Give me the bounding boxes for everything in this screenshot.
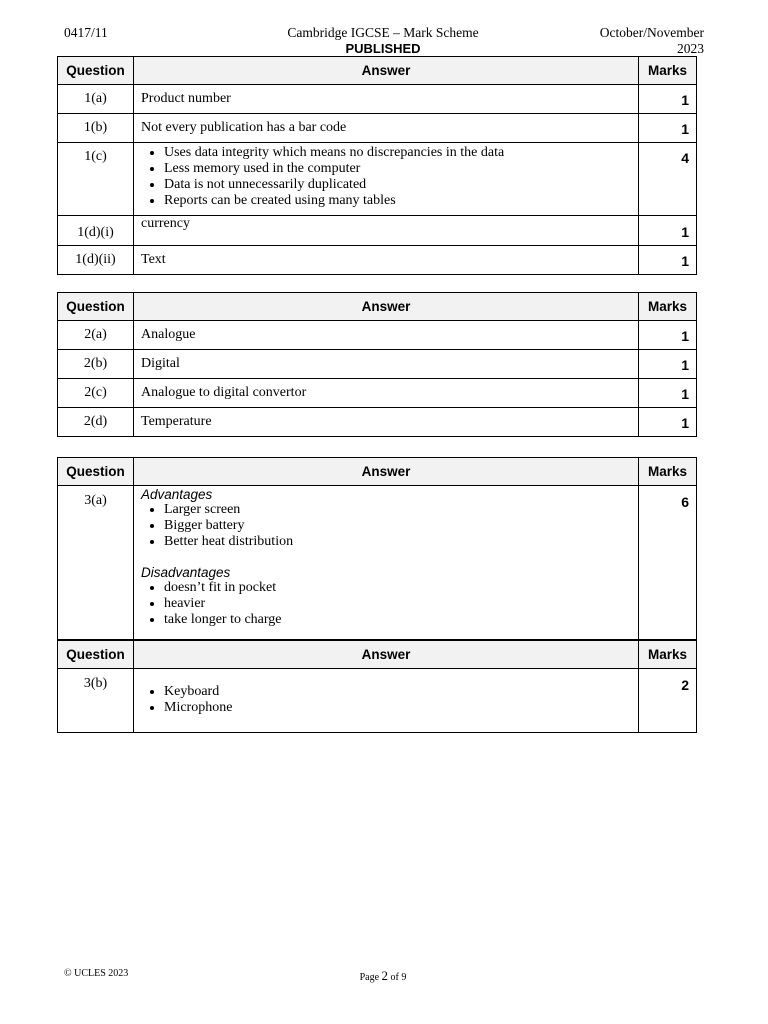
marks-value: 1 <box>639 350 697 379</box>
question-col-header: Question <box>58 293 134 321</box>
answer-text: Text <box>134 246 639 275</box>
page-total: of 9 <box>390 972 407 983</box>
answer-text: currency <box>134 216 639 246</box>
answer-col-header: Answer <box>134 458 639 486</box>
page-current: 2 <box>381 968 389 983</box>
question-number: 1(d)(i) <box>58 216 134 246</box>
marks-value: 1 <box>639 321 697 350</box>
list-item: • Bigger battery <box>164 518 632 534</box>
table-header-row <box>58 293 697 321</box>
marks-col-header: Marks <box>639 293 697 321</box>
answer-text: Temperature <box>134 408 639 437</box>
list-item: • Larger screen <box>164 502 632 518</box>
question-col-header: Question <box>58 640 134 669</box>
table-row <box>58 216 697 246</box>
question-number: 1(b) <box>58 114 134 143</box>
marks-value: 2 <box>639 669 697 733</box>
exam-session <box>544 25 704 57</box>
table-row <box>58 321 697 350</box>
marks-col-header: Marks <box>639 458 697 486</box>
table-header-row <box>58 57 697 85</box>
table-row <box>58 669 697 733</box>
question-number: 3(a) <box>58 486 134 641</box>
table-row <box>58 143 697 216</box>
marks-value: 1 <box>639 408 697 437</box>
list-item: • Reports can be created using many tables <box>164 193 632 209</box>
page-number <box>300 968 466 984</box>
mark-table-q1 <box>57 56 697 275</box>
session-year: 2023 <box>677 41 704 56</box>
answer-bullet-list <box>141 145 632 209</box>
answer-text: Product number <box>134 85 639 114</box>
table-row <box>58 408 697 437</box>
disadvantages-list <box>141 580 632 628</box>
question-number: 2(d) <box>58 408 134 437</box>
list-item: • Uses data integrity which means no discrepancies in the data <box>164 145 632 161</box>
title-text: Cambridge IGCSE – Mark Scheme <box>287 25 479 40</box>
answer-col-header: Answer <box>134 57 639 85</box>
table-header-row <box>58 640 697 669</box>
marks-col-header: Marks <box>639 640 697 669</box>
marks-col-header: Marks <box>639 57 697 85</box>
question-number: 1(d)(ii) <box>58 246 134 275</box>
answer-col-header: Answer <box>134 293 639 321</box>
copyright-notice: © UCLES 2023 <box>64 968 129 979</box>
answer-cell <box>134 143 639 216</box>
mark-table-q3 <box>57 457 697 733</box>
marks-value: 1 <box>639 379 697 408</box>
table-row <box>58 486 697 641</box>
list-item: • Microphone <box>164 700 632 716</box>
marks-value: 1 <box>639 114 697 143</box>
table-row <box>58 379 697 408</box>
marks-value: 1 <box>639 85 697 114</box>
table-header-row <box>58 458 697 486</box>
list-item: • doesn’t fit in pocket <box>164 580 632 596</box>
published-label: PUBLISHED <box>345 41 421 56</box>
question-number: 1(a) <box>58 85 134 114</box>
list-item: • Less memory used in the computer <box>164 161 632 177</box>
table-row <box>58 114 697 143</box>
question-number: 2(a) <box>58 321 134 350</box>
list-item: • Better heat distribution <box>164 534 632 550</box>
answer-col-header: Answer <box>134 640 639 669</box>
table-row <box>58 350 697 379</box>
list-item: • heavier <box>164 596 632 612</box>
document-title <box>200 25 566 57</box>
page-prefix: Page <box>359 972 380 983</box>
marks-value: 1 <box>639 216 697 246</box>
table-row <box>58 85 697 114</box>
answer-cell <box>134 486 639 641</box>
question-number: 2(b) <box>58 350 134 379</box>
marks-value: 4 <box>639 143 697 216</box>
table-row <box>58 246 697 275</box>
disadvantages-heading: Disadvantages <box>141 565 231 580</box>
answer-text: Not every publication has a bar code <box>134 114 639 143</box>
session-series: October/November <box>599 25 704 40</box>
question-number: 2(c) <box>58 379 134 408</box>
advantages-list <box>141 502 632 550</box>
answer-text: Digital <box>134 350 639 379</box>
question-col-header: Question <box>58 458 134 486</box>
question-col-header: Question <box>58 57 134 85</box>
list-item: • take longer to charge <box>164 612 632 628</box>
answer-cell <box>134 669 639 733</box>
paper-code: 0417/11 <box>64 25 108 40</box>
question-number: 1(c) <box>58 143 134 216</box>
question-number: 3(b) <box>58 669 134 733</box>
answer-text: Analogue to digital convertor <box>134 379 639 408</box>
marks-value: 1 <box>639 246 697 275</box>
answer-bullet-list <box>141 684 632 716</box>
answer-text: Analogue <box>134 321 639 350</box>
advantages-heading: Advantages <box>141 487 213 502</box>
mark-table-q2 <box>57 292 697 437</box>
list-item: • Keyboard <box>164 684 632 700</box>
list-item: • Data is not unnecessarily duplicated <box>164 177 632 193</box>
marks-value: 6 <box>639 486 697 641</box>
